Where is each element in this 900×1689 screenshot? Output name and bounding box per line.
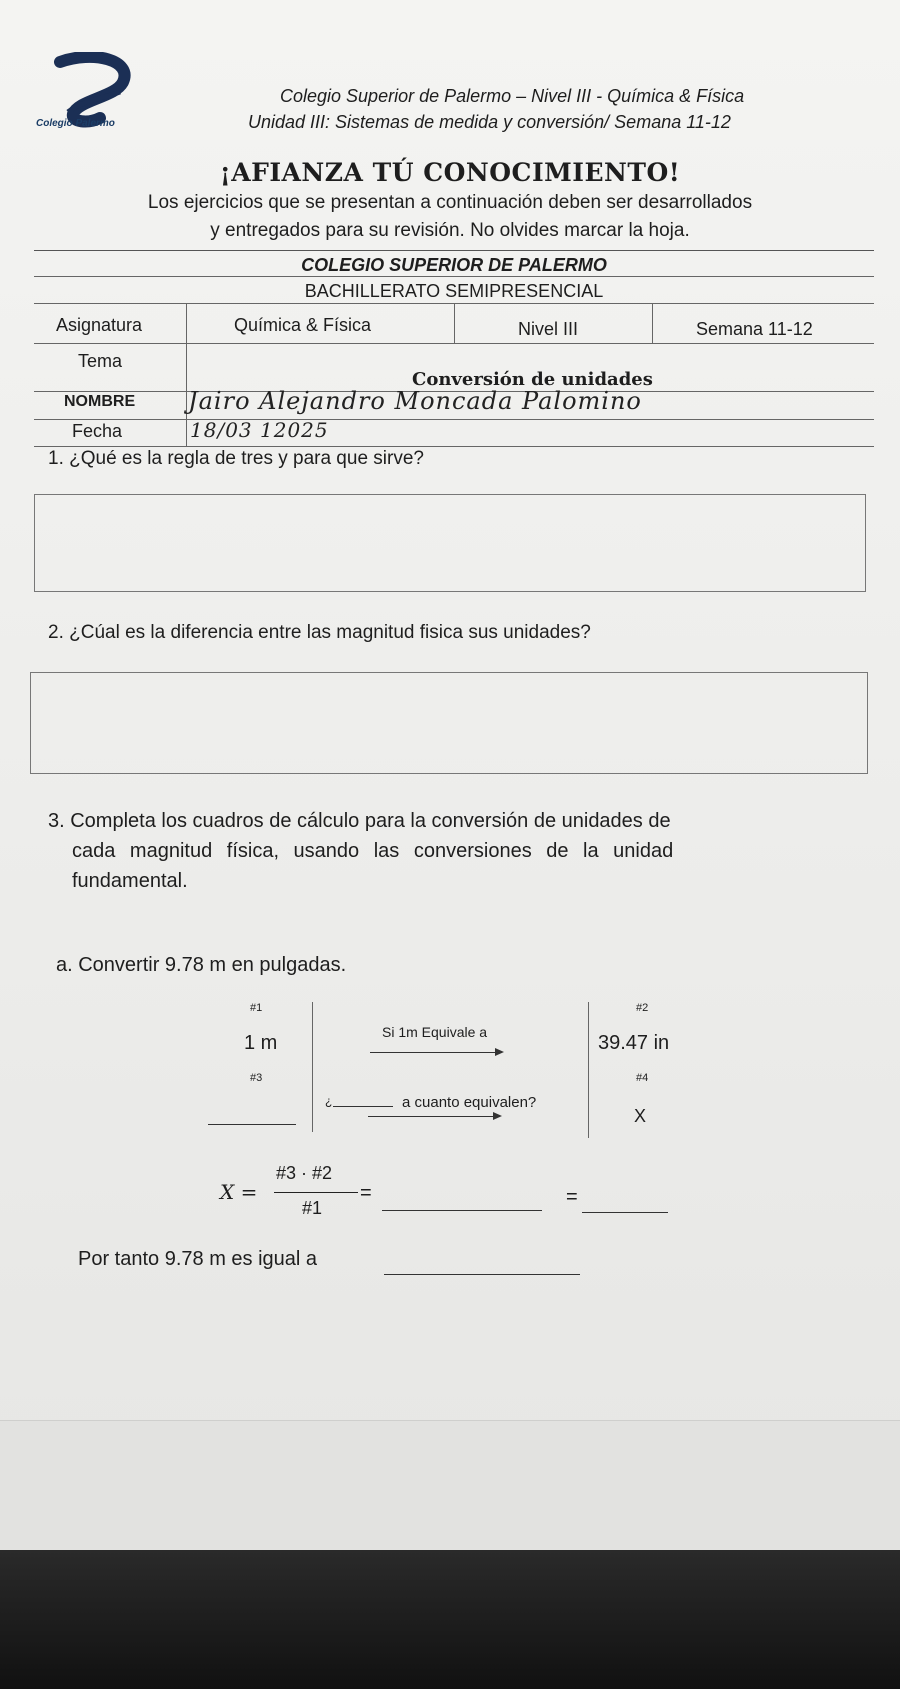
header-line-2: Unidad III: Sistemas de medida y conversión/ Semana 11-12 bbox=[248, 112, 731, 132]
background-surface bbox=[0, 1550, 900, 1689]
formula-equals-1: = bbox=[360, 1182, 372, 1204]
page-title: ¡AFIANZA TÚ CONOCIMIENTO! bbox=[219, 158, 681, 187]
table-rule bbox=[34, 419, 874, 420]
table-divider bbox=[186, 303, 187, 446]
result-blank-1-input[interactable] bbox=[382, 1210, 542, 1211]
asignatura-label: Asignatura bbox=[56, 315, 143, 335]
result-blank-2-input[interactable] bbox=[582, 1212, 668, 1213]
semana-value: Semana 11-12 bbox=[696, 319, 813, 339]
calc-right-bar bbox=[588, 1002, 589, 1138]
table-divider bbox=[454, 303, 455, 343]
tag-2: #2 bbox=[636, 1002, 649, 1014]
formula-x: X = bbox=[220, 1180, 258, 1204]
answer-box-2[interactable] bbox=[30, 672, 868, 774]
fecha-value: 18/03 12025 bbox=[190, 418, 329, 442]
formula-denominator: #1 bbox=[302, 1198, 323, 1218]
question-3-line-2: cada magnitud física, usando las conversiones de la unidad bbox=[72, 840, 674, 862]
question-3-line-1: 3. Completa los cuadros de cálculo para la conversión de unidades de bbox=[48, 810, 671, 832]
question-3-line-3: fundamental. bbox=[72, 870, 188, 892]
value-4: X bbox=[634, 1106, 647, 1126]
header-line-1: Colegio Superior de Palermo – Nivel III - Química & Física bbox=[280, 86, 745, 106]
arrow-right-bottom bbox=[368, 1116, 500, 1117]
tag-3: #3 bbox=[250, 1072, 263, 1084]
tema-label: Tema bbox=[78, 351, 123, 371]
arrow-bottom-prefix: ¿ bbox=[325, 1094, 333, 1108]
blank-arrow-input[interactable] bbox=[333, 1106, 393, 1107]
answer-box-1[interactable] bbox=[34, 494, 866, 592]
exercise-a-prompt: a. Convertir 9.78 m en pulgadas. bbox=[56, 954, 347, 976]
arrow-bottom-label: a cuanto equivalen? bbox=[402, 1094, 537, 1111]
student-info-table bbox=[34, 250, 874, 447]
table-header-program: BACHILLERATO SEMIPRESENCIAL bbox=[304, 281, 604, 301]
table-rule bbox=[34, 343, 874, 344]
intro-line-1: Los ejercicios que se presentan a continuación deben ser desarrollados bbox=[147, 192, 753, 213]
conclusion-blank-input[interactable] bbox=[384, 1274, 580, 1275]
logo-text: Colegio Palermo bbox=[36, 118, 115, 129]
fecha-label: Fecha bbox=[72, 421, 123, 441]
asignatura-value: Química & Física bbox=[234, 315, 372, 335]
formula-numerator: #3 · #2 bbox=[276, 1163, 333, 1183]
tema-value: Conversión de unidades bbox=[412, 369, 653, 390]
fraction-bar bbox=[274, 1192, 358, 1193]
conclusion-text: Por tanto 9.78 m es igual a bbox=[78, 1248, 318, 1270]
tag-4: #4 bbox=[636, 1072, 649, 1084]
blank-3-input[interactable] bbox=[208, 1124, 296, 1125]
paper-bottom-sheet bbox=[0, 1420, 900, 1551]
question-1: 1. ¿Qué es la regla de tres y para que sirve? bbox=[48, 448, 424, 469]
value-2: 39.47 in bbox=[598, 1032, 670, 1054]
nombre-label: NOMBRE bbox=[64, 393, 136, 410]
nivel-value: Nivel III bbox=[518, 319, 579, 339]
table-rule bbox=[34, 446, 874, 447]
table-header-school: COLEGIO SUPERIOR DE PALERMO bbox=[301, 255, 607, 275]
arrow-top-label: Si 1m Equivale a bbox=[382, 1024, 488, 1040]
question-2: 2. ¿Cúal es la diferencia entre las magnitud fisica sus unidades? bbox=[48, 622, 591, 643]
arrow-right-top bbox=[370, 1052, 502, 1053]
tag-1: #1 bbox=[250, 1002, 263, 1014]
calc-left-bar bbox=[312, 1002, 313, 1132]
table-rule bbox=[34, 276, 874, 277]
nombre-value: Jairo Alejandro Moncada Palomino bbox=[188, 387, 642, 415]
table-divider bbox=[652, 303, 653, 343]
intro-line-2: y entregados para su revisión. No olvides marcar la hoja. bbox=[210, 220, 690, 241]
formula-equals-2: = bbox=[566, 1186, 578, 1208]
value-1: 1 m bbox=[244, 1032, 278, 1054]
